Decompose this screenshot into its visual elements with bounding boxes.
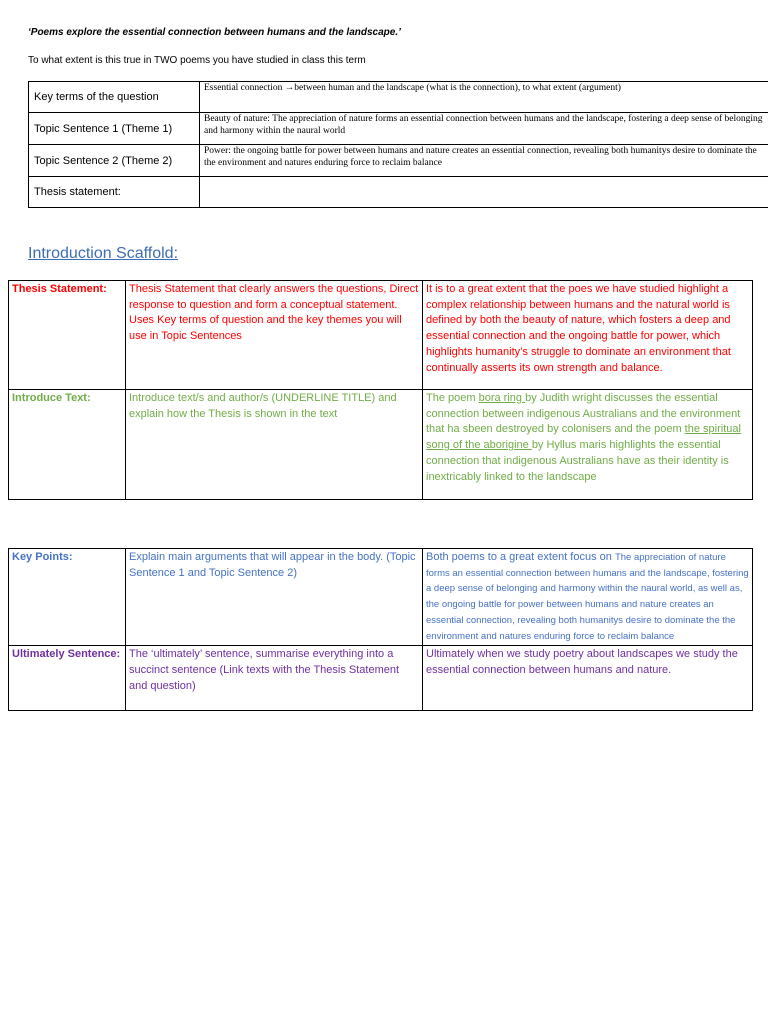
topic-sentence-2-value: Power: the ongoing battle for power between humans and nature creates an essential connection, revealing both humanitys desire to dominate the the environment and natures enduring force to reclaim balance: [200, 145, 768, 177]
task-instruction: To what extent is this true in TWO poems you have studied in class this term: [28, 55, 366, 66]
response-lead: Both poems to a great extent focus on: [426, 551, 615, 563]
table-row: [9, 390, 753, 500]
table-row: [9, 549, 753, 646]
poem-title-spiritual-song: the spiritual song of the aborigine: [426, 423, 741, 452]
table-row: [29, 145, 768, 177]
introduce-text-label: Introduce Text:: [9, 390, 126, 500]
ultimately-instruction: The ‘ultimately’ sentence, summarise everything into a succinct sentence (Link texts with the Thesis Statement and question): [126, 646, 423, 711]
thesis-row-instruction: Thesis Statement that clearly answers the questions, Direct response to question and form a conceptual statement. Uses Key terms of question and the key themes you will use in Topic Sentences: [126, 281, 423, 390]
introduce-text-response[interactable]: [423, 390, 753, 500]
topic-sentence-1-value: Beauty of nature: The appreciation of nature forms an essential connection between humans and the landscape, fostering a deep sense of belonging and harmony within the naural world: [200, 113, 768, 145]
response-text: by Judith wright discusses the essential connection between indigenous Australians and the environment that ha sbeen destroyed by colonisers and the poem: [426, 392, 741, 436]
key-terms-label: Key terms of the question: [29, 82, 200, 113]
table-row: [9, 281, 753, 390]
ultimately-response[interactable]: Ultimately when we study poetry about landscapes we study the essential connection between humans and nature.: [423, 646, 753, 711]
key-terms-value: Essential connection →between human and the landscape (what is the connection), to what extent (argument): [200, 82, 768, 113]
introduce-text-instruction: Introduce text/s and author/s (UNDERLINE TITLE) and explain how the Thesis is shown in the text: [126, 390, 423, 500]
thesis-statement-label: Thesis statement:: [29, 177, 200, 208]
table-row: [29, 113, 768, 145]
topic-sentence-2-label: Topic Sentence 2 (Theme 2): [29, 145, 200, 177]
section-heading: Introduction Scaffold:: [28, 245, 179, 262]
key-terms-table: [28, 81, 768, 208]
thesis-row-response[interactable]: It is to a great extent that the poes we have studied highlight a complex relationship between humans and the natural world is defined by both the beauty of nature, which fosters a deep and essential connection and the ongoing battle for power, which highlights humanity’s struggle to dominate an environment that continually asserts its own strength and balance.: [423, 281, 753, 390]
thesis-statement-value[interactable]: [200, 177, 768, 208]
ultimately-label: Ultimately Sentence:: [9, 646, 126, 711]
essay-prompt: ‘Poems explore the essential connection between humans and the landscape.’: [28, 27, 401, 38]
body-scaffold-table: [8, 548, 753, 711]
introduction-scaffold-table: [8, 280, 753, 500]
poem-title-bora-ring: bora ring: [478, 392, 526, 404]
key-points-instruction: Explain main arguments that will appear in the body. (Topic Sentence 1 and Topic Sentence 2): [126, 549, 423, 646]
topic-sentence-1-label: Topic Sentence 1 (Theme 1): [29, 113, 200, 145]
table-row: [29, 82, 768, 113]
response-text: The poem: [426, 392, 479, 404]
key-points-label: Key Points:: [9, 549, 126, 646]
table-row: [9, 646, 753, 711]
response-text: by Hyllus maris highlights the essential connection that indigenous Australians have as their identity is inextricably linked to the landscape: [426, 439, 729, 483]
response-detail: The appreciation of nature forms an essential connection between humans and the landscape, fostering a deep sense of belonging and harmony within the naural world, as well as, the ongoing battle for power between humans and nature creates an essential connection, revealing both humanitys desire to dominate the the environment and natures enduring force to reclaim balance: [426, 552, 749, 642]
thesis-row-label: Thesis Statement:: [9, 281, 126, 390]
key-points-response[interactable]: [423, 549, 753, 646]
table-row: [29, 177, 768, 208]
